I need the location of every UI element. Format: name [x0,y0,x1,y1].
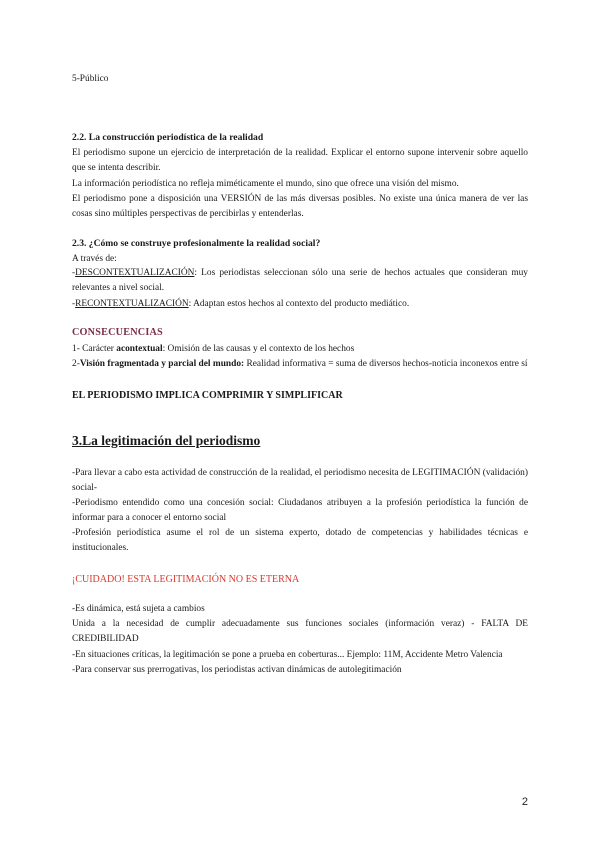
section-heading-2-2: 2.2. La construcción periodística de la realidad [72,132,264,143]
paragraph: -Para llevar a cabo esta actividad de construcción de la realidad, el periodismo necesita de LEGITIMACIÓN (validación) social- [72,468,528,493]
section-heading-2-3: 2.3. ¿Cómo se construye profesionalmente la realidad social? [72,238,321,249]
paragraph: Unida a la necesidad de cumplir adecuadamente sus funciones sociales (información veraz) - FALTA DE CREDIBILIDAD [72,619,528,644]
bold-term: acontextual [116,344,163,354]
consecuencias-title: CONSECUENCIAS [72,327,163,338]
list-item [72,266,528,296]
paragraph: El periodismo supone un ejercicio de interpretación de la realidad. Explicar el entorno supone intervenir sobre aquello que se intenta describir. [72,148,528,173]
list-item [72,342,354,357]
list-prefix: - [72,268,76,278]
list-item [72,357,528,372]
list-prefix: 2- [72,359,80,369]
list-text: : Adaptan estos hechos al contexto del producto mediático. [188,299,410,309]
paragraph: El periodismo pone a disposición una VERSIÓN de las más diversas posibles. No existe una única manera de ver las cosas sino múltiples perspectivas de percibirlas y entenderlas. [72,194,528,219]
paragraph: La información periodística no refleja miméticamente el mundo, sino que ofrece una visión del mismo. [72,179,459,189]
list-item: -Para conservar sus prerrogativas, los periodistas activan dinámicas de autolegitimación [72,665,402,675]
list-item-publico: 5-Público [72,74,109,84]
list-item: -Es dinámica, está sujeta a cambios [72,604,205,614]
list-prefix: 1- Carácter [72,344,117,354]
list-item [72,297,409,312]
list-text: : Los periodistas seleccionan sólo una serie de hechos actuales que consideran muy relevantes a nivel social. [72,268,528,293]
paragraph: A través de: [72,254,117,264]
page-number: 2 [521,796,528,808]
section-heading-3: 3.La legitimación del periodismo [72,433,261,448]
list-text: : Omisión de las causas y el contexto de los hechos [162,344,355,354]
term-recontextualizacion: RECONTEXTUALIZACIÓN [75,299,189,309]
paragraph: -Periodismo entendido como una concesión social: Ciudadanos atribuyen a la profesión periodística la función de informar para a conocer el entorno social [72,498,528,523]
term-descontextualizacion: DESCONTEXTUALIZACIÓN [75,268,195,278]
emphasis-line: EL PERIODISMO IMPLICA COMPRIMIR Y SIMPLIFICAR [72,390,343,401]
list-prefix: - [72,299,76,309]
paragraph: -Profesión periodística asume el rol de un sistema experto, dotado de competencias y habilidades técnicas e institucionales. [72,528,528,553]
list-text: Realidad informativa = suma de diversos hechos-noticia inconexos entre sí [244,359,528,369]
bold-term: Visión fragmentada y parcial del mundo: [79,359,245,369]
warning-heading: ¡CUIDADO! ESTA LEGITIMACIÓN NO ES ETERNA [72,574,300,585]
list-item: -En situaciones críticas, la legitimación se pone a prueba en coberturas... Ejemplo: 11M, Accidente Metro Valencia [72,650,503,660]
